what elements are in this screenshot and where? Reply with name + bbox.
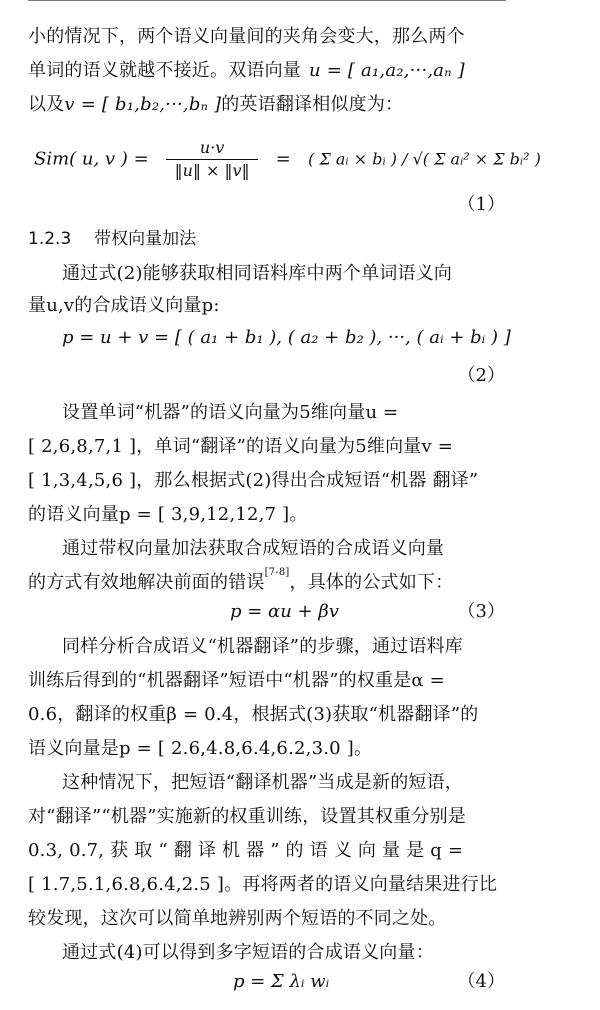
eq1-fraction-denominator: ‖u‖ × ‖v‖ — [174, 161, 250, 180]
eq1-fraction — [166, 139, 258, 180]
equation-1 — [34, 139, 541, 180]
intro-line-3-suffix: 的英语翻译相似度为： — [221, 94, 404, 115]
eq3-text: p = αu + βv — [230, 601, 339, 622]
intro-line-3 — [28, 88, 506, 122]
weight-line-2-prefix: 的方式有效地解决前面的错误 — [28, 572, 265, 593]
intro-line-2 — [28, 54, 506, 88]
section-title — [28, 225, 196, 253]
weight-line-1: 通过带权向量加法获取合成短语的合成语义向量 — [62, 538, 445, 559]
intro-line-1: 小的情况下，两个语义向量间的夹角会变大，那么两个 — [28, 26, 465, 47]
eq1-fraction-bar — [166, 159, 258, 160]
bilingual-vector-u: u = [ a₁,a₂,···,aₙ ] — [309, 60, 465, 81]
equation-1-number: （1） — [457, 194, 505, 215]
equation-4-number: （4） — [457, 971, 505, 992]
weight-line-2-suffix: ，具体的公式如下： — [289, 572, 454, 593]
equation-2 — [62, 324, 511, 352]
equation-2-number: （2） — [457, 365, 505, 386]
analysis-line-3: 0.6，翻译的权重β = 0.4，根据式(3)获取“机器翻译”的 — [28, 704, 479, 725]
eq1-fraction-numerator: u·v — [199, 138, 225, 157]
eq4-intro-line: 通过式(4)可以得到多字短语的合成语义向量： — [62, 942, 434, 963]
equation-4 — [233, 968, 329, 996]
analysis-line-1: 同样分析合成语义“机器翻译”的步骤，通过语料库 — [62, 636, 464, 657]
eq4-text: p = Σ λᵢ wᵢ — [233, 971, 330, 992]
analysis-line-2: 训练后得到的“机器翻译”短语中“机器”的权重是α = — [28, 670, 445, 691]
case-line-3: 0.3, 0.7, 获 取 “ 翻 译 机 器 ” 的 语 义 向 量 是 q = — [28, 840, 464, 861]
intro-line-3-prefix: 以及 — [28, 94, 65, 115]
eq2-text: p = u + v = [ ( a₁ + b₁ ), ( a₂ + b₂ ), ···, ( aᵢ + bᵢ ) ] — [62, 327, 511, 348]
citation-7-8: [7-8] — [264, 567, 290, 578]
setting-line-1: 设置单词“机器”的语义向量为5维向量u = — [62, 402, 399, 423]
section-para-line-2: 量u,v的合成语义向量p: — [28, 295, 220, 316]
eq1-middle: = — [275, 148, 291, 170]
analysis-line-4: 语义向量是p = [ 2.6,4.8,6.4,6.2,3.0 ]。 — [28, 738, 373, 759]
top-rule — [28, 0, 506, 1]
section-heading-text: 带权向量加法 — [94, 229, 197, 249]
case-line-5: 较发现，这次可以简单地辨别两个短语的不同之处。 — [28, 908, 447, 929]
section-para-line-1: 通过式(2)能够获取相同语料库中两个单词语义向 — [62, 263, 453, 284]
setting-line-2: [ 2,6,8,7,1 ]，单词“翻译”的语义向量为5维向量v = — [28, 436, 454, 457]
section-number: 1.2.3 — [28, 229, 72, 249]
bilingual-vector-v: v = [ b₁,b₂,···,bₙ ] — [64, 94, 222, 115]
case-line-4: [ 1.7,5.1,6.8,6.4,2.5 ]。再将两者的语义向量结果进行比 — [28, 874, 498, 895]
case-line-1: 这种情况下，把短语“翻译机器”当成是新的短语， — [62, 772, 464, 793]
eq1-sum-text: ( Σ aᵢ × bᵢ ) / √( Σ aᵢ² × Σ bᵢ² ) — [308, 149, 541, 169]
eq1-lhs: Sim( u, v ) = — [34, 148, 149, 170]
setting-line-4: 的语义向量p = [ 3,9,12,12,7 ]。 — [28, 504, 308, 525]
case-line-2: 对“翻译”“机器”实施新的权重训练，设置其权重分别是 — [28, 806, 467, 827]
weight-line-2 — [28, 566, 506, 600]
equation-3-number: （3） — [457, 601, 505, 622]
equation-3 — [230, 598, 339, 626]
intro-line-2-text: 单词的语义就越不接近。双语向量 — [28, 60, 301, 81]
setting-line-3: [ 1,3,4,5,6 ]，那么根据式(2)得出合成短语“机器 翻译” — [28, 470, 479, 491]
